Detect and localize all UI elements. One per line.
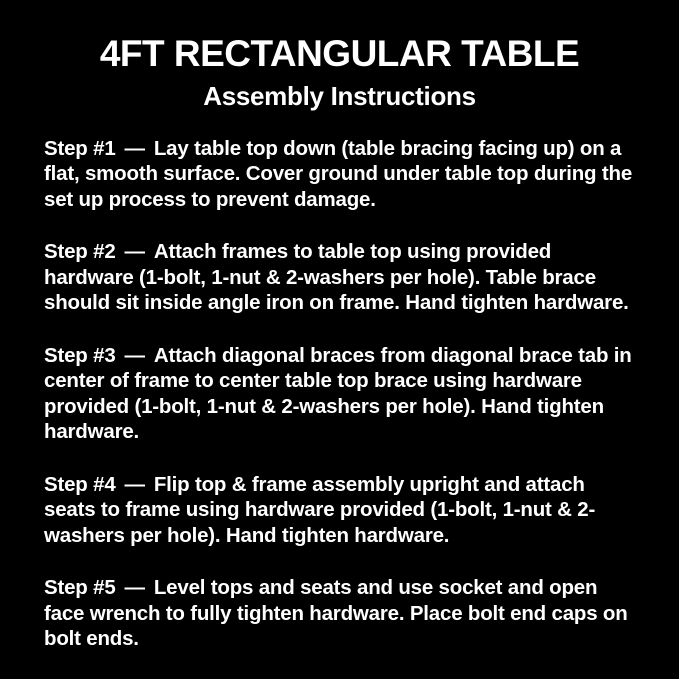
step-4: [44, 472, 641, 549]
step-5-label: Step #5: [44, 576, 116, 600]
steps-list: [0, 112, 679, 652]
step-5-separator: —: [124, 576, 145, 600]
step-3: [44, 343, 641, 445]
step-3-text: Attach diagonal braces from diagonal brace tab in center of frame to center table top brace using hardware provided (1-bolt, 1-nut & 2-washers per hole). Hand tighten hardware.: [44, 343, 632, 444]
step-1-text: Lay table top down (table bracing facing up) on a flat, smooth surface. Cover ground under table top during the set up process to prevent damage.: [44, 136, 633, 211]
step-4-separator: —: [124, 472, 145, 496]
step-3-label: Step #3: [44, 343, 116, 367]
step-4-text: Flip top & frame assembly upright and attach seats to frame using hardware provided (1-bolt, 1-nut & 2-washers per hole). Hand tighten hardware.: [44, 472, 596, 547]
step-1-separator: —: [124, 136, 145, 160]
page-subtitle: Assembly Instructions: [203, 80, 476, 111]
step-5-text: Level tops and seats and use socket and open face wrench to fully tighten hardware. Place bolt end caps on bolt ends.: [44, 576, 628, 651]
step-1-label: Step #1: [44, 136, 116, 160]
page-title: 4FT RECTANGULAR TABLE: [99, 33, 580, 74]
step-2: [44, 239, 641, 316]
step-1: [44, 136, 641, 213]
header: [0, 0, 679, 112]
step-2-text: Attach frames to table top using provided hardware (1-bolt, 1-nut & 2-washers per hole). Table brace should sit inside angle iron on frame. Hand tighten hardware.: [44, 240, 629, 315]
step-2-separator: —: [124, 240, 145, 264]
step-3-separator: —: [124, 343, 145, 367]
step-5: [44, 575, 641, 652]
step-2-label: Step #2: [44, 240, 116, 264]
step-4-label: Step #4: [44, 472, 116, 496]
